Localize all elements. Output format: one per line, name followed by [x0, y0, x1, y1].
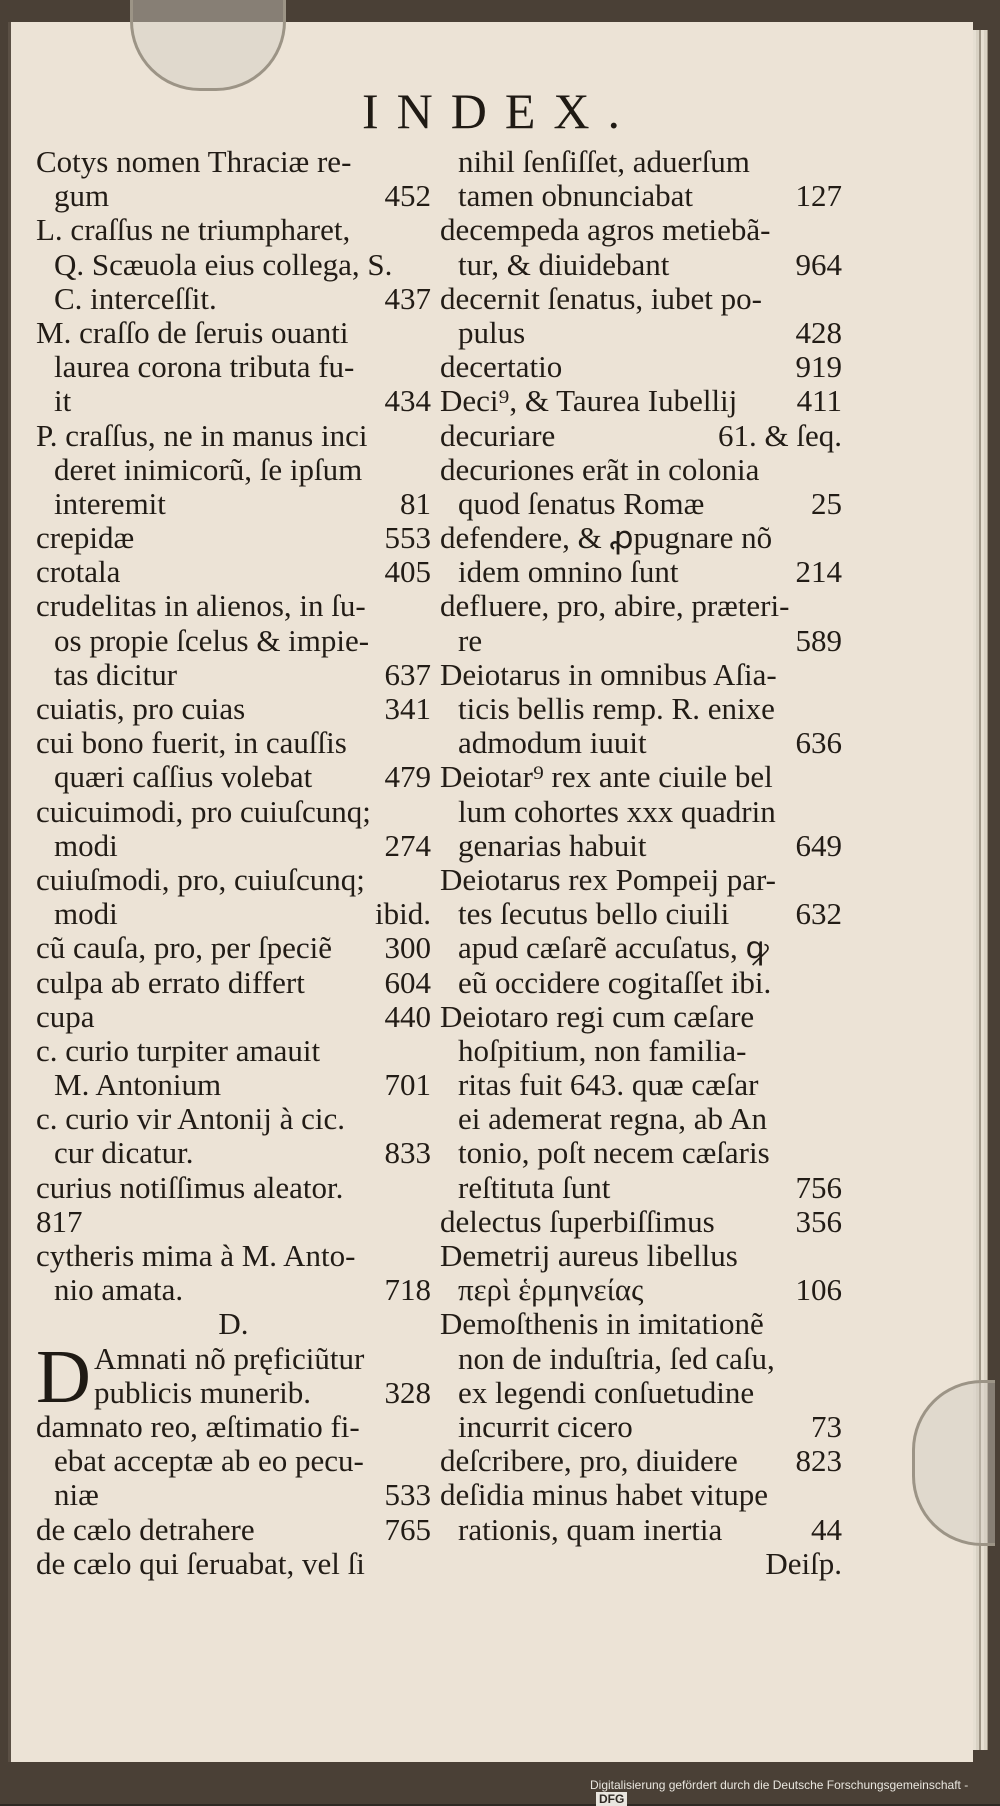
- entry-text: Q. Scæuola eius collega, S.: [54, 247, 393, 282]
- index-entry-line: [36, 1205, 431, 1239]
- entry-text: c. curio turpiter amauit: [36, 1033, 321, 1068]
- entry-text: περὶ ἑρμηνείας: [458, 1273, 644, 1308]
- index-entry-line: [36, 1478, 431, 1512]
- index-entry-line: [36, 1547, 431, 1581]
- index-entry-line: [36, 248, 431, 282]
- entry-text: c. curio vir Antonij à cic.: [36, 1102, 346, 1137]
- index-entry-line: [440, 1342, 842, 1376]
- entry-text: admodum iuuit: [458, 726, 647, 761]
- index-entry-line: [440, 1513, 842, 1547]
- page-reference: 636: [795, 725, 842, 761]
- page-reference: 533: [384, 1477, 431, 1513]
- dropcap-text: [36, 1334, 431, 1419]
- index-entry-line: [36, 1000, 431, 1034]
- index-entry-line: [440, 1034, 842, 1068]
- entry-text: decernit ſenatus, iubet po-: [440, 281, 762, 316]
- entry-text: damnato reo, æſtimatio fi-: [36, 1409, 360, 1444]
- index-entry-line: [94, 1376, 431, 1410]
- page-reference: 718: [384, 1272, 431, 1308]
- page-reference: 328: [384, 1374, 431, 1410]
- entry-text: apud cæſarẽ accuſatus, ꝙ: [458, 931, 769, 966]
- index-entry-line: [36, 179, 431, 213]
- page-reference: 405: [384, 554, 431, 590]
- entry-text: crudelitas in alienos, in ſu-: [36, 589, 366, 624]
- index-entry-line: [36, 829, 431, 863]
- entry-text: decuriones erãt in colonia: [440, 452, 760, 487]
- index-entry-line: [440, 624, 842, 658]
- entry-text: deret inimicorũ, ſe ipſum: [54, 452, 363, 487]
- entry-text: lum cohortes xxx quadrin: [458, 794, 776, 829]
- entry-text: Demoſthenis in imitationẽ: [440, 1307, 764, 1342]
- page-reference: ibid.: [375, 896, 431, 932]
- entry-text: crepidæ: [36, 521, 135, 556]
- index-entry-line: [440, 897, 842, 931]
- index-entry-line: [440, 1136, 842, 1170]
- entry-text: cui bono fuerit, in cauſſis: [36, 726, 347, 761]
- index-entry-line: [36, 624, 431, 658]
- entry-text: cupa: [36, 999, 95, 1034]
- page-reference: 589: [795, 622, 842, 658]
- index-entry-line: [36, 897, 431, 931]
- drop-capital: D: [36, 1334, 91, 1419]
- entry-text: decertatio: [440, 350, 563, 385]
- entry-text: re: [458, 623, 483, 658]
- page-reference: 81: [400, 485, 431, 521]
- entry-text: tes ſecutus bello ciuili: [458, 897, 730, 932]
- index-entry-line: [36, 384, 431, 418]
- page-reference: 341: [384, 691, 431, 726]
- entry-text: pulus: [458, 315, 526, 350]
- index-entry-line: [36, 795, 431, 829]
- page-reference: 479: [384, 759, 431, 795]
- entry-text: it: [54, 384, 72, 419]
- index-entry-line: [36, 282, 431, 316]
- index-entry-line: [36, 966, 431, 1000]
- index-entry-line: [94, 1342, 431, 1376]
- index-entry-line: [36, 863, 431, 897]
- index-entry-line: [440, 1171, 842, 1205]
- index-entry-line: [440, 1205, 842, 1239]
- entry-text: genarias habuit: [458, 828, 647, 863]
- entry-text: 817: [36, 1204, 83, 1239]
- entry-text: deſcribere, pro, diuidere: [440, 1444, 738, 1479]
- index-entry-line: [440, 282, 842, 316]
- footer-text: Digitalisierung gefördert durch die Deutsche Forschungsgemeinschaft -: [590, 1778, 969, 1792]
- index-entry-line: [36, 350, 431, 384]
- dfg-logo: DFG: [596, 1792, 627, 1806]
- index-entry-line: [36, 213, 431, 247]
- index-entry-line: [36, 589, 431, 623]
- page-reference: 25: [811, 485, 842, 521]
- page-reference: 823: [795, 1443, 842, 1479]
- footer-credit: [590, 1778, 1000, 1806]
- entry-text: Amnati nõ pręficiũtur: [94, 1341, 365, 1376]
- entry-text: tonio, poſt necem cæſaris: [458, 1136, 770, 1171]
- page-reference: 964: [795, 246, 842, 282]
- page-reference: 604: [384, 964, 431, 1000]
- index-entry-line: [440, 589, 842, 623]
- entry-text: L. craſſus ne triumpharet,: [36, 213, 351, 248]
- entry-text: gum: [54, 179, 110, 214]
- index-entry-line: [440, 692, 842, 726]
- index-entry-line: [36, 760, 431, 794]
- entry-text: tamen obnunciabat: [458, 179, 693, 214]
- page-reference: 44: [811, 1511, 842, 1547]
- index-entry-line: [36, 1273, 431, 1307]
- entry-text: hoſpitium, non familia-: [458, 1033, 747, 1068]
- entry-text: idem omnino ſunt: [458, 555, 679, 590]
- index-entry-line: [36, 1239, 431, 1273]
- index-entry-line: [440, 419, 842, 453]
- entry-text: cuiuſmodi, pro, cuiuſcunq;: [36, 862, 365, 897]
- index-entry-line: [440, 1239, 842, 1273]
- index-entry-line: [440, 213, 842, 247]
- entry-text: curius notiſſimus aleator.: [36, 1170, 344, 1205]
- index-entry-line: [440, 1307, 842, 1341]
- entry-text: ex legendi conſuetudine: [458, 1375, 755, 1410]
- entry-text: non de induſtria, ſed caſu,: [458, 1341, 775, 1376]
- entry-text: Deci⁹, & Taurea Iubellij: [440, 384, 738, 419]
- page-reference: 632: [795, 896, 842, 932]
- index-entry-line: [440, 521, 842, 555]
- page-reference: 437: [384, 280, 431, 316]
- entry-text: de cælo qui ſeruabat, vel ſi: [36, 1546, 365, 1581]
- index-entry-line: [36, 726, 431, 760]
- entry-text: de cælo detrahere: [36, 1512, 255, 1547]
- index-entry-line: [440, 1000, 842, 1034]
- index-entry-line: [440, 658, 842, 692]
- index-entry-line: [36, 1102, 431, 1136]
- index-entry-line: [36, 1444, 431, 1478]
- index-entry-line: [440, 179, 842, 213]
- index-entry-line: [440, 1273, 842, 1307]
- index-entry-line: [440, 760, 842, 794]
- index-entry-line: [36, 453, 431, 487]
- dropcap-block: [36, 1334, 431, 1419]
- entry-text: defendere, & ꝓpugnare nõ: [440, 521, 773, 556]
- entry-text: modi: [54, 828, 118, 863]
- entry-text: cytheris mima à M. Anto-: [36, 1239, 356, 1273]
- page-reference: 440: [384, 998, 431, 1034]
- index-entry-line: [36, 1171, 431, 1205]
- entry-text: niæ: [54, 1478, 99, 1513]
- page-reference: 300: [384, 930, 431, 966]
- page-reference: 106: [795, 1272, 842, 1308]
- entry-text: eũ occidere cogitaſſet ibi.: [458, 965, 772, 1000]
- index-entry-line: [36, 316, 431, 350]
- entry-text: Demetrij aureus libellus: [440, 1239, 738, 1273]
- index-entry-line: [440, 1478, 842, 1512]
- index-entry-line: [36, 1034, 431, 1068]
- index-entry-line: [440, 453, 842, 487]
- index-entry-line: [36, 419, 431, 453]
- index-entry-line: [36, 1136, 431, 1170]
- entry-text: quod ſenatus Romæ: [458, 486, 705, 521]
- page-reference: 434: [384, 383, 431, 419]
- page-reference: 214: [795, 554, 842, 590]
- entry-text: ritas fuit 643. quæ cæſar: [458, 1068, 759, 1103]
- index-entry-line: [440, 863, 842, 897]
- page-reference: 756: [795, 1169, 842, 1205]
- entry-text: os propie ſcelus & impie-: [54, 623, 370, 658]
- index-entry-line: [36, 1068, 431, 1102]
- index-entry-line: [36, 145, 431, 179]
- entry-text: Deiotaro regi cum cæſare: [440, 999, 755, 1034]
- index-entry-line: [440, 931, 842, 965]
- page-title: INDEX.: [361, 83, 639, 139]
- page-reference: 356: [795, 1203, 842, 1239]
- page-reference: 765: [384, 1511, 431, 1547]
- index-entry-line: [440, 316, 842, 350]
- index-entry-line: [440, 829, 842, 863]
- page-reference: 61. & ſeq.: [718, 417, 842, 453]
- index-entry-line: [440, 726, 842, 760]
- entry-text: quæri caſſius volebat: [54, 760, 313, 795]
- entry-text: Deiotarus rex Pompeij par-: [440, 862, 776, 897]
- entry-text: M. Antonium: [54, 1068, 222, 1103]
- page-reference: 73: [811, 1408, 842, 1444]
- catchword: Deiſp.: [765, 1545, 842, 1581]
- index-entry-line: [440, 350, 842, 384]
- index-entry-line: [36, 521, 431, 555]
- page-reference: 649: [795, 827, 842, 863]
- section-heading: D.: [218, 1306, 249, 1342]
- page-reference: 553: [384, 520, 431, 556]
- index-entry-line: [440, 1376, 842, 1410]
- page-reference: 701: [384, 1067, 431, 1103]
- page-reference: 274: [384, 827, 431, 863]
- entry-text: tur, & diuidebant: [458, 247, 670, 282]
- page-reference: 127: [795, 178, 842, 214]
- index-entry-line: [36, 555, 431, 589]
- entry-text: Cotys nomen Thraciæ re-: [36, 145, 352, 179]
- entry-text: decuriare: [440, 418, 556, 453]
- entry-text: ebat acceptæ ab eo pecu-: [54, 1444, 364, 1479]
- index-entry-line: [440, 795, 842, 829]
- page-reference: 833: [384, 1135, 431, 1171]
- index-entry-line: [440, 487, 842, 521]
- index-entry-line: [36, 692, 431, 726]
- entry-text: M. craſſo de ſeruis ouanti: [36, 315, 349, 350]
- right-column: [440, 145, 842, 1581]
- entry-text: P. craſſus, ne in manus inci: [36, 418, 368, 453]
- entry-text: C. interceſſit.: [54, 281, 217, 316]
- entry-text: crotala: [36, 555, 121, 590]
- index-entry-line: [36, 1410, 431, 1444]
- entry-text: interemit: [54, 486, 166, 521]
- entry-text: ei ademerat regna, ab An: [458, 1102, 767, 1137]
- entry-text: nio amata.: [54, 1273, 184, 1308]
- index-entry-line: [36, 487, 431, 521]
- entry-text: cuicuimodi, pro cuiuſcunq;: [36, 794, 371, 829]
- entry-text: incurrit cicero: [458, 1409, 633, 1444]
- entry-text: reſtituta ſunt: [458, 1170, 611, 1205]
- index-entry-line: [440, 1068, 842, 1102]
- index-entry-line: [36, 1513, 431, 1547]
- entry-text: cũ cauſa, pro, per ſpeciẽ: [36, 931, 333, 966]
- page-reference: 919: [795, 349, 842, 385]
- entry-text: modi: [54, 897, 118, 932]
- index-entry-line: [440, 966, 842, 1000]
- index-entry-line: [36, 658, 431, 692]
- entry-text: publicis munerib.: [94, 1375, 311, 1410]
- left-column: [36, 145, 431, 1581]
- entry-text: cuiatis, pro cuias: [36, 692, 246, 726]
- entry-text: decempeda agros metiebã-: [440, 213, 771, 248]
- page-reference: 452: [384, 178, 431, 214]
- index-entry-line: [440, 1444, 842, 1478]
- index-entry-line: [440, 1102, 842, 1136]
- entry-text: delectus ſuperbiſſimus: [440, 1204, 715, 1239]
- entry-text: rationis, quam inertia: [458, 1512, 723, 1547]
- entry-text: laurea corona tributa fu-: [54, 350, 355, 385]
- index-entry-line: [36, 931, 431, 965]
- entry-text: ticis bellis remp. R. enixe: [458, 692, 775, 726]
- page-reference: 411: [796, 383, 842, 419]
- page-reference: 637: [384, 656, 431, 692]
- entry-text: Deiotarus in omnibus Aſia-: [440, 657, 777, 692]
- entry-text: cur dicatur.: [54, 1136, 194, 1171]
- entry-text: culpa ab errato differt: [36, 965, 305, 1000]
- index-entry-line: [440, 1410, 842, 1444]
- entry-text: deſidia minus habet vitupe: [440, 1478, 769, 1513]
- entry-text: Deiotar⁹ rex ante ciuile bel: [440, 760, 773, 795]
- entry-text: tas dicitur: [54, 657, 178, 692]
- index-entry-line: [440, 248, 842, 282]
- page-reference: 428: [795, 314, 842, 350]
- index-entry-line: [440, 145, 842, 179]
- entry-text: nihil ſenſiſſet, aduerſum: [458, 145, 750, 179]
- entry-text: defluere, pro, abire, præteri-: [440, 589, 790, 624]
- index-entry-line: [440, 555, 842, 589]
- index-entry-line: [440, 384, 842, 418]
